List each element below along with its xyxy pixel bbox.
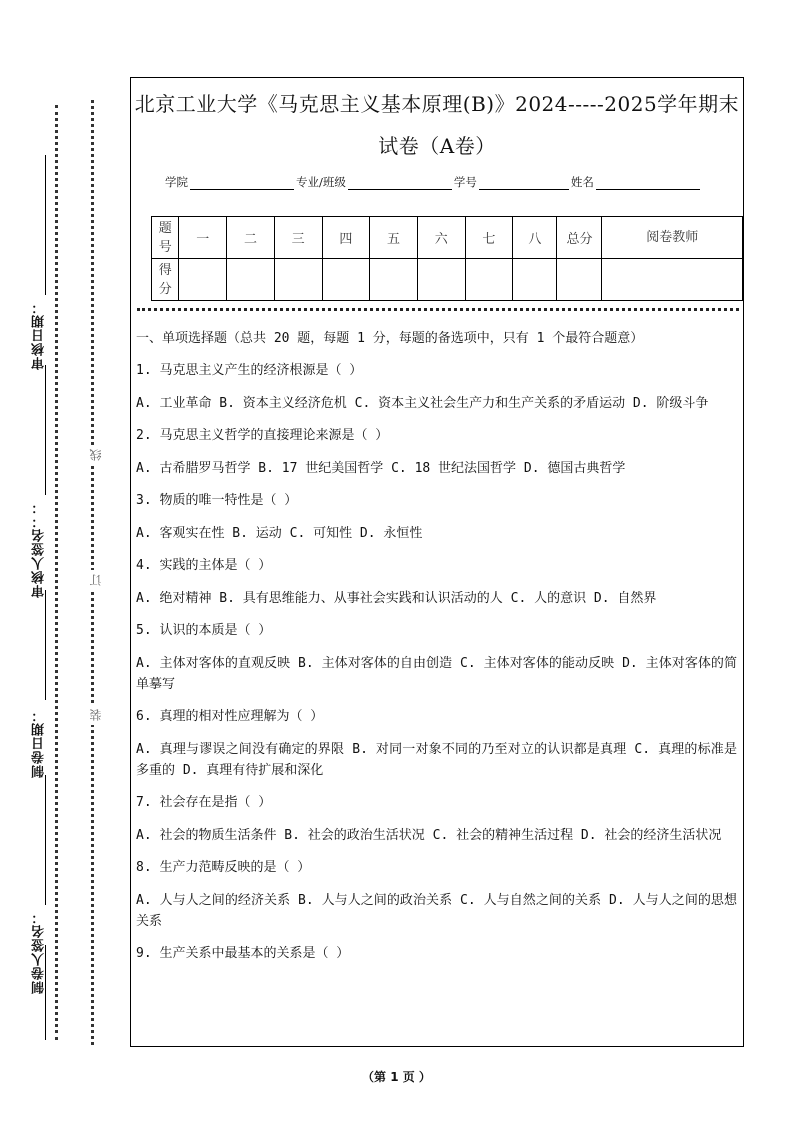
score-cell[interactable] bbox=[370, 259, 418, 301]
score-cell[interactable] bbox=[227, 259, 275, 301]
question-stem: 2. 马克思主义哲学的直接理论来源是（ ） bbox=[136, 428, 389, 443]
question-options: A. 主体对客体的直观反映 B. 主体对客体的自由创造 C. 主体对客体的能动反映 D. 主体对客体的简单摹写 bbox=[136, 656, 737, 692]
question-options: A. 绝对精神 B. 具有思维能力、从事社会实践和认识活动的人 C. 人的意识 D. 自然界 bbox=[136, 591, 657, 606]
question-options: A. 客观实在性 B. 运动 C. 可知性 D. 永恒性 bbox=[136, 526, 423, 541]
binding-mark-bind: 装 bbox=[87, 705, 104, 725]
questions-section bbox=[136, 328, 737, 976]
question-options: A. 古希腊罗马哲学 B. 17 世纪美国哲学 C. 18 世纪法国哲学 D. 德国古典哲学 bbox=[136, 461, 626, 476]
review-date-label: 审核日期： bbox=[32, 300, 47, 370]
exam-subtitle: 试卷（A卷） bbox=[378, 134, 496, 158]
question-options: A. 工业革命 B. 资本主义经济危机 C. 资本主义社会生产力和生产关系的矛盾运动 D. 阶级斗争 bbox=[136, 396, 709, 411]
signature-line bbox=[45, 365, 46, 495]
question-options: A. 社会的物质生活条件 B. 社会的政治生活状况 C. 社会的精神生活过程 D. 社会的经济生活状况 bbox=[136, 828, 722, 843]
college-label: 学院 bbox=[165, 175, 188, 189]
question-stem: 1. 马克思主义产生的经济根源是（ ） bbox=[136, 363, 363, 378]
score-cell[interactable] bbox=[417, 259, 465, 301]
name-field[interactable] bbox=[596, 177, 700, 190]
question-options: A. 真理与谬误之间没有确定的界限 B. 对同一对象不同的乃至对立的认识都是真理 C. 真理的标准是多重的 D. 真理有待扩展和深化 bbox=[136, 742, 737, 778]
score-table bbox=[151, 216, 743, 301]
signature-line bbox=[45, 155, 46, 295]
exam-title: 北京工业大学《马克思主义基本原理(B)》2024-----2025学年期末 bbox=[134, 92, 740, 116]
score-cell[interactable] bbox=[274, 259, 322, 301]
col-header: 八 bbox=[513, 217, 557, 259]
score-cell[interactable] bbox=[513, 259, 557, 301]
score-cell[interactable] bbox=[557, 259, 602, 301]
binding-margin bbox=[0, 0, 128, 1122]
col-header: 三 bbox=[274, 217, 322, 259]
col-header: 六 bbox=[417, 217, 465, 259]
binding-mark-staple: 订 bbox=[87, 570, 104, 590]
question-stem: 7. 社会存在是指（ ） bbox=[136, 795, 272, 810]
college-field[interactable] bbox=[190, 177, 294, 190]
question-stem: 3. 物质的唯一特性是（ ） bbox=[136, 493, 298, 508]
student-info-row bbox=[165, 174, 702, 190]
inner-dotted-line bbox=[55, 105, 58, 1040]
row-header-score: 得分 bbox=[152, 259, 179, 301]
signature-line bbox=[45, 590, 46, 700]
question-stem: 9. 生产关系中最基本的关系是（ ） bbox=[136, 946, 350, 961]
reviewer-signature-label: 审核人签名：： bbox=[32, 500, 47, 598]
separator-dotted bbox=[137, 308, 739, 311]
col-header: 总分 bbox=[557, 217, 602, 259]
row-header-question-no: 题号 bbox=[152, 217, 179, 259]
binding-mark-line: 线 bbox=[87, 445, 104, 465]
question-stem: 4. 实践的主体是（ ） bbox=[136, 558, 272, 573]
student-id-label: 学号 bbox=[453, 175, 477, 189]
score-cell[interactable] bbox=[179, 259, 227, 301]
student-id-field[interactable] bbox=[479, 177, 569, 190]
col-header: 七 bbox=[465, 217, 513, 259]
paper-date-label: 制卷日期： bbox=[32, 708, 47, 778]
name-label: 姓名 bbox=[570, 175, 594, 189]
exam-paper-box bbox=[130, 77, 744, 1047]
major-class-field[interactable] bbox=[348, 177, 452, 190]
question-stem: 6. 真理的相对性应理解为（ ） bbox=[136, 709, 324, 724]
col-header: 一 bbox=[179, 217, 227, 259]
col-header: 阅卷教师 bbox=[602, 217, 743, 259]
score-cell[interactable] bbox=[322, 259, 370, 301]
page-number: （第 1 页 ） bbox=[362, 1070, 431, 1084]
col-header: 四 bbox=[322, 217, 370, 259]
score-cell[interactable] bbox=[465, 259, 513, 301]
paper-author-signature-label: 制卷人签名： bbox=[32, 910, 47, 994]
major-class-label: 专业/班级 bbox=[296, 175, 346, 189]
section-title: 一、单项选择题（总共 20 题，每题 1 分，每题的备选项中，只有 1 个最符合题意） bbox=[136, 331, 644, 346]
signature-line bbox=[45, 775, 46, 905]
question-stem: 5. 认识的本质是（ ） bbox=[136, 623, 272, 638]
question-stem: 8. 生产力范畴反映的是（ ） bbox=[136, 860, 311, 875]
score-row bbox=[152, 259, 743, 301]
question-options: A. 人与人之间的经济关系 B. 人与人之间的政治关系 C. 人与自然之间的关系 D. 人与人之间的思想关系 bbox=[136, 893, 737, 929]
question-number-row bbox=[152, 217, 743, 259]
col-header: 五 bbox=[370, 217, 418, 259]
score-cell[interactable] bbox=[602, 259, 743, 301]
col-header: 二 bbox=[227, 217, 275, 259]
